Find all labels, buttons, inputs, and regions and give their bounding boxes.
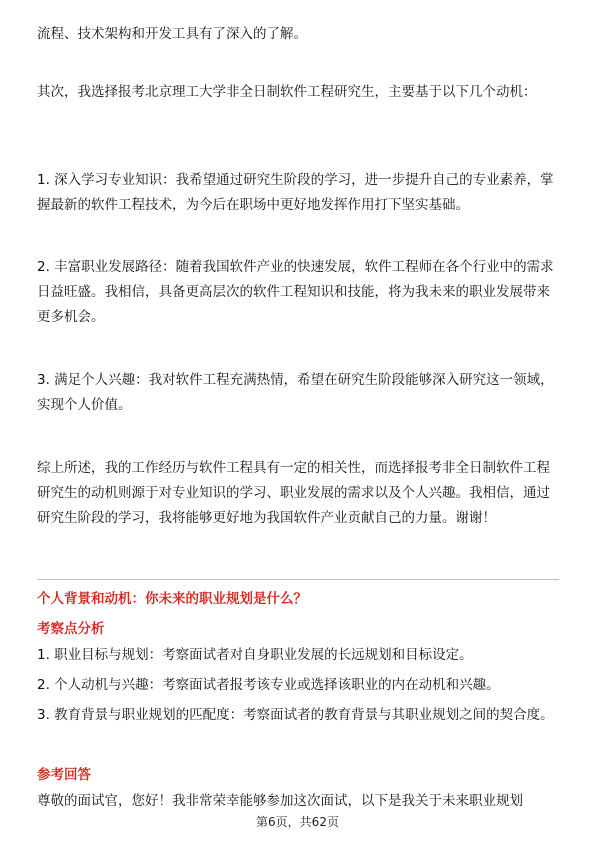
summary-paragraph: 综上所述，我的工作经历与软件工程具有一定的相关性，而选择报考非全日制软件工程研究生的动机则源于对专业知识的学习、职业发展的需求以及个人兴趣。我相信，通过研究生阶段的学习，我将能够更好地为我国软件产业贡献自己的力量。谢谢！	[37, 460, 550, 526]
answer-first-line: 尊敬的面试官，您好！我非常荣幸能够参加这次面试，以下是我关于未来职业规划	[37, 793, 523, 809]
motivation-item-3: 3. 满足个人兴趣：我对软件工程充满热情，希望在研究生阶段能够深入研究这一领域，实现个人价值。	[37, 372, 554, 413]
motivation-item-2: 2. 丰富职业发展路径：随着我国软件产业的快速发展，软件工程师在各个行业中的需求日益旺盛。我相信，具备更高层次的软件工程知识和技能，将为我未来的职业发展带来更多机会。	[37, 259, 554, 325]
answer-heading: 参考回答	[37, 767, 91, 783]
question-heading: 个人背景和动机：你未来的职业规划是什么？	[37, 591, 307, 607]
paragraph-motivation-intro: 其次，我选择报考北京理工大学非全日制软件工程研究生，主要基于以下几个动机：	[37, 84, 537, 100]
analysis-item-1: 1. 职业目标与规划：考察面试者对自身职业发展的长远规划和目标设定。	[37, 647, 473, 663]
section-divider	[37, 579, 559, 580]
analysis-item-2: 2. 个人动机与兴趣：考察面试者报考该专业或选择该职业的内在动机和兴趣。	[37, 677, 500, 693]
motivation-item-1: 1. 深入学习专业知识：我希望通过研究生阶段的学习，进一步提升自己的专业素养，掌握最新的软件工程技术，为今后在职场中更好地发挥作用打下坚实基础。	[37, 172, 554, 213]
paragraph-continuation: 流程、技术架构和开发工具有了深入的了解。	[37, 26, 307, 42]
analysis-heading: 考察点分析	[37, 621, 105, 637]
analysis-item-3: 3. 教育背景与职业规划的匹配度：考察面试者的教育背景与其职业规划之间的契合度。	[37, 707, 554, 723]
page-footer: 第6页，共62页	[256, 815, 339, 829]
